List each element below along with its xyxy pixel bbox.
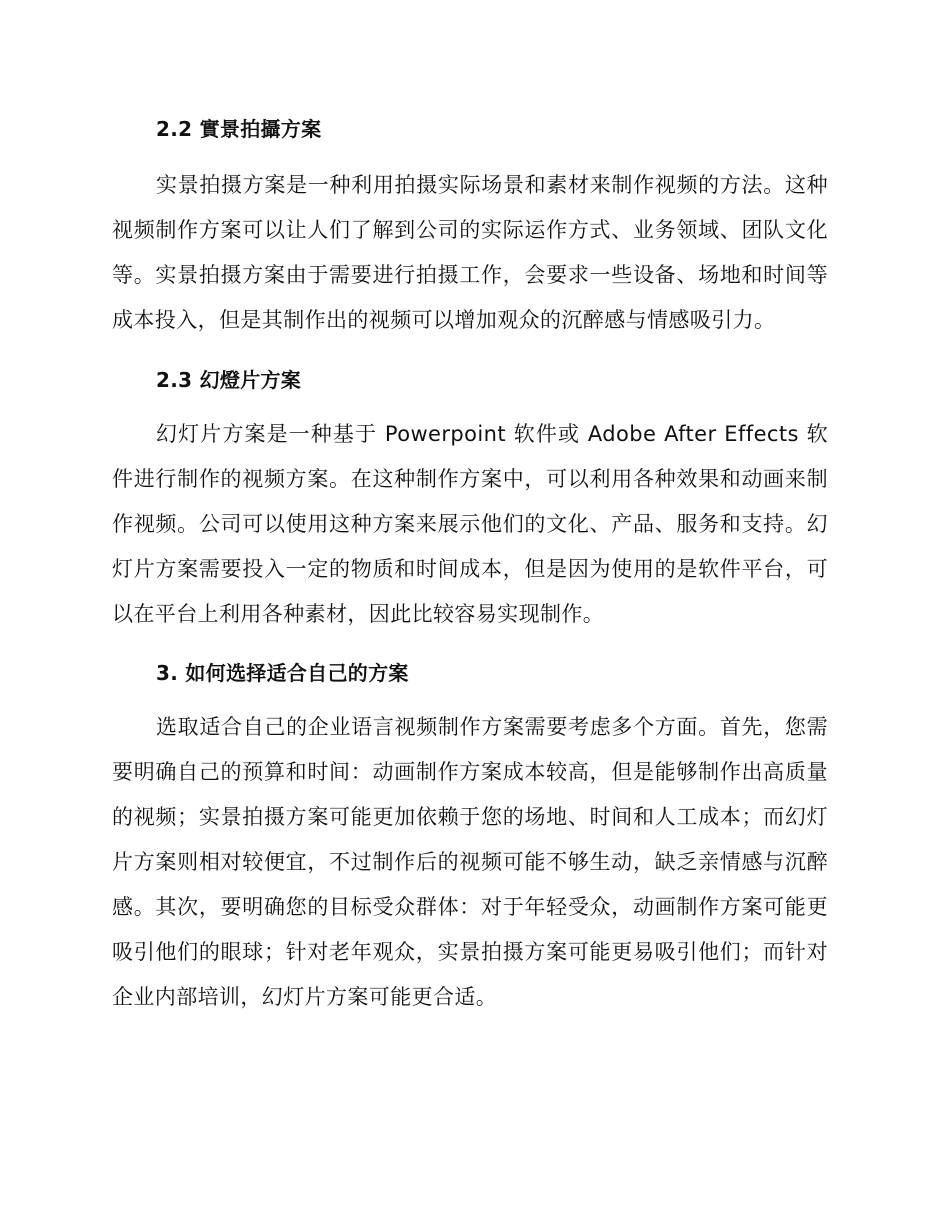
section-heading-2-2: 2.2 實景拍攝方案 [156, 117, 322, 141]
section-paragraph-2-3: 幻灯片方案是一种基于 Powerpoint 软件或 Adobe After Effects 软件进行制作的视频方案。在这种制作方案中，可以利用各种效果和动画来制作视频。公司可以使用这种方案来展示他们的文化、产品、服务和支持。幻灯片方案需要投入一定的物质和时间成本，但是因为使用的是软件平台，可以在平台上利用各种素材，因此比较容易实现制作。 [112, 422, 828, 626]
section-heading-2-3: 2.3 幻燈片方案 [156, 368, 302, 392]
section-paragraph-3: 选取适合自己的企业语言视频制作方案需要考虑多个方面。首先，您需要明确自己的预算和时间：动画制作方案成本较高，但是能够制作出高质量的视频；实景拍摄方案可能更加依赖于您的场地、时间和人工成本；而幻灯片方案则相对较便宜，不过制作后的视频可能不够生动，缺乏亲情感与沉醉感。其次，要明确您的目标受众群体：对于年轻受众，动画制作方案可能更吸引他们的眼球；针对老年观众，实景拍摄方案可能更易吸引他们；而针对企业内部培训，幻灯片方案可能更合适。 [112, 715, 828, 1009]
section-paragraph-2-2: 实景拍摄方案是一种利用拍摄实际场景和素材来制作视频的方法。这种视频制作方案可以让人们了解到公司的实际运作方式、业务领域、团队文化等。实景拍摄方案由于需要进行拍摄工作，会要求一些设备、场地和时间等成本投入，但是其制作出的视频可以增加观众的沉醉感与情感吸引力。 [112, 173, 828, 332]
section-heading-3: 3. 如何选择适合自己的方案 [156, 661, 409, 685]
